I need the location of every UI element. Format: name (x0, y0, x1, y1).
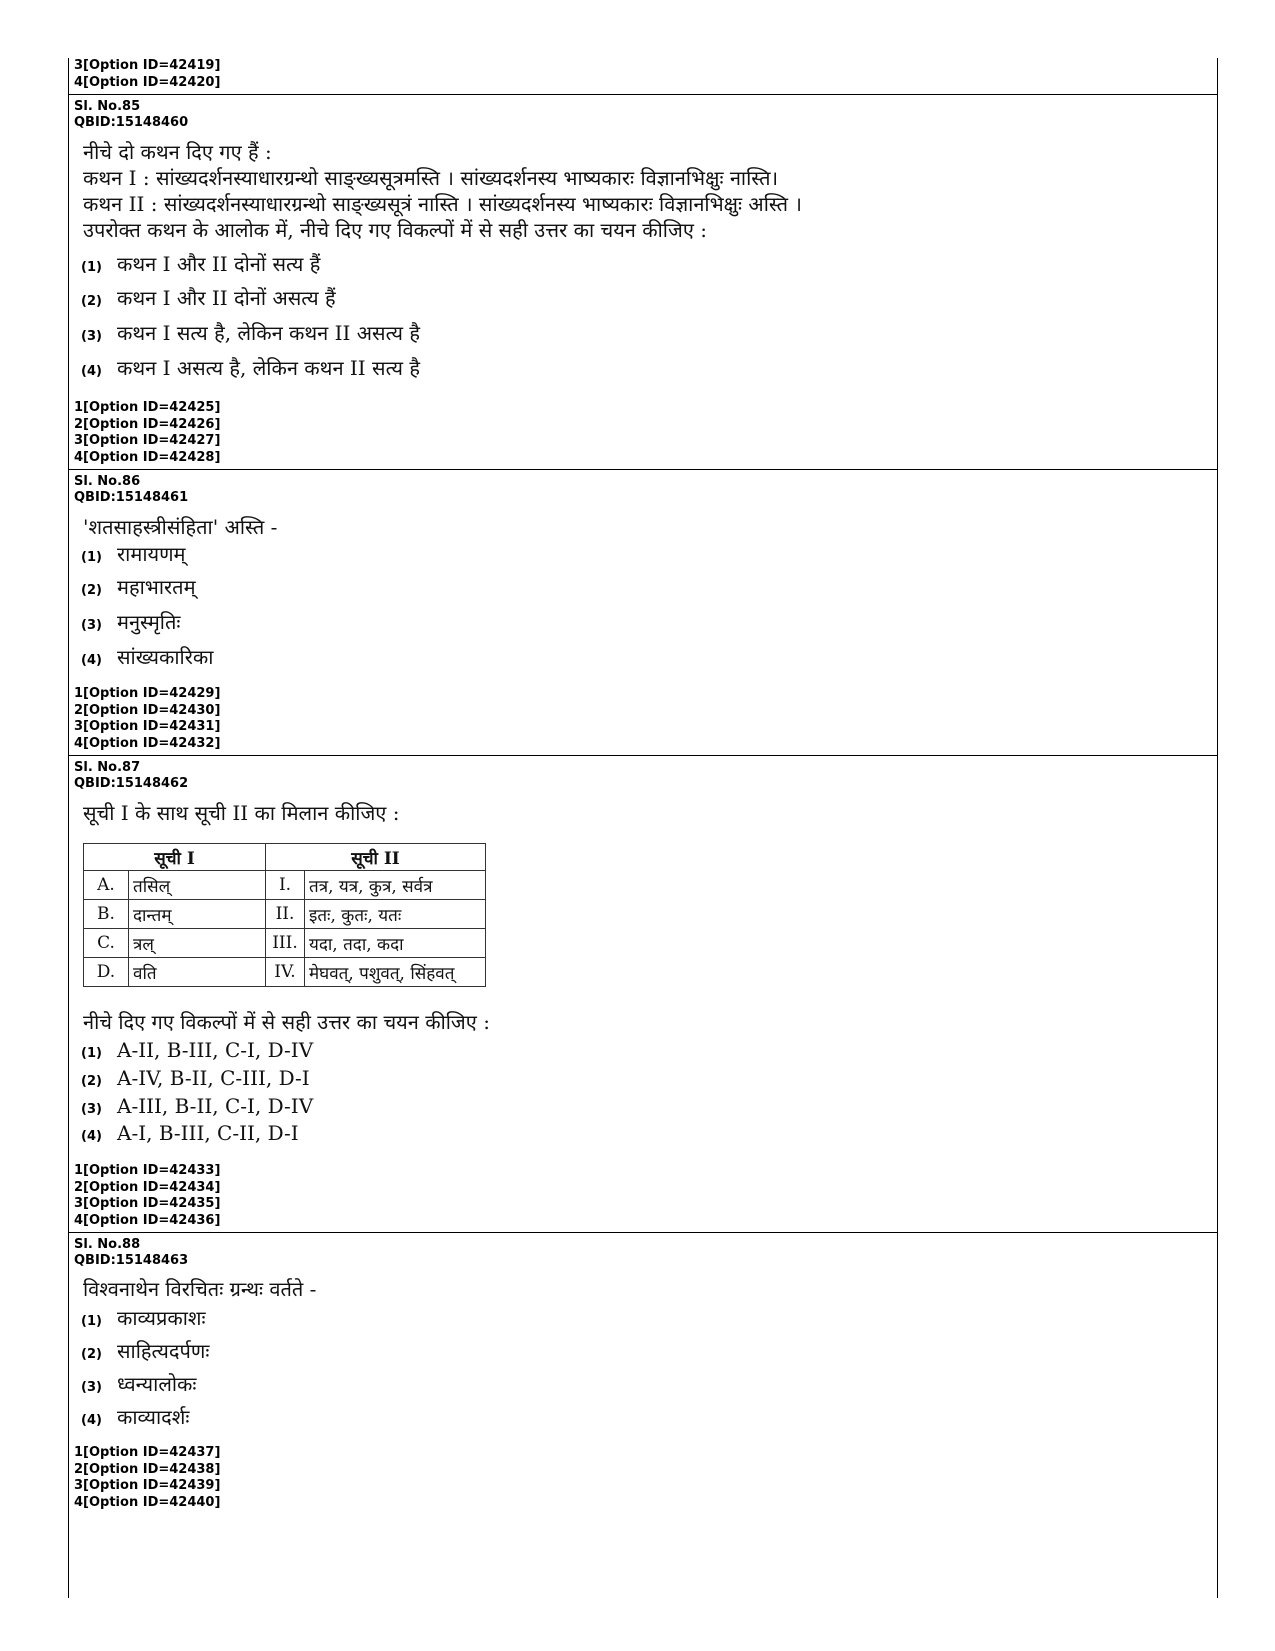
table-row (84, 958, 486, 987)
option-id: 4[Option ID=42436] (74, 1212, 221, 1228)
option-id: 4[Option ID=42440] (74, 1494, 221, 1510)
option-id: 3[Option ID=42427] (74, 433, 221, 448)
option-id: 2[Option ID=42434] (74, 1179, 221, 1195)
list-2-item: तत्र, यत्र, कुत्र, सर्वत्र (305, 871, 486, 900)
question-header (74, 99, 188, 131)
table-row (84, 929, 486, 958)
answer-option (81, 1304, 206, 1331)
list-1-item: दान्तम् (129, 900, 266, 929)
option-id: 3[Option ID=42439] (74, 1478, 221, 1493)
answer-option (81, 1337, 209, 1364)
option-id-list (74, 1445, 220, 1511)
option-number: (3) (81, 329, 102, 344)
option-text: कथन I और II दोनों सत्य हैं (117, 252, 321, 276)
question-line: सूची I के साथ सूची II का मिलान कीजिए : (83, 801, 400, 825)
question-header (74, 1237, 188, 1269)
qbid: QBID:15148462 (74, 776, 189, 791)
option-text: ध्वन्यालोकः (117, 1372, 197, 1396)
answer-option (81, 1121, 299, 1145)
option-id: 1[Option ID=42437] (74, 1445, 221, 1460)
option-text: A-IV, B-II, C-III, D-I (117, 1066, 310, 1090)
question-line: कथन II : सांख्यदर्शनस्याधारग्रन्थो साङ्ख्यसूत्रं नास्ति । सांख्यदर्शनस्य भाष्यकारः विज्ञानभिक्षुः अस्ति । (83, 192, 802, 216)
list-1-item: त्रल् (129, 929, 266, 958)
option-number: (1) (81, 1314, 102, 1329)
answer-option (81, 319, 420, 346)
option-id-list (74, 686, 220, 752)
option-text: कथन I असत्य है, लेकिन कथन II सत्य है (117, 356, 420, 380)
question-line: नीचे दो कथन दिए गए हैं : (83, 140, 272, 164)
list-1-key: C. (84, 929, 129, 958)
option-text: कथन I सत्य है, लेकिन कथन II असत्य है (117, 321, 420, 345)
answer-option (81, 250, 320, 277)
option-number: (2) (81, 294, 102, 309)
answer-option (81, 608, 180, 635)
option-id: 3[Option ID=42419] (74, 58, 221, 73)
option-number: (1) (81, 260, 102, 275)
list-1-item: वति (129, 958, 266, 987)
option-id: 1[Option ID=42429] (74, 686, 221, 701)
option-id: 1[Option ID=42433] (74, 1163, 221, 1178)
option-id: 1[Option ID=42425] (74, 400, 221, 415)
option-text: महाभारतम् (117, 575, 196, 599)
list-1-key: A. (84, 871, 129, 900)
option-text: साहित्यदर्पणः (117, 1339, 210, 1363)
option-id: 4[Option ID=42420] (74, 74, 221, 90)
question-header (74, 760, 188, 792)
question-line: उपरोक्त कथन के आलोक में, नीचे दिए गए विकल्पों में से सही उत्तर का चयन कीजिए : (83, 218, 707, 242)
question-line: कथन I : सांख्यदर्शनस्याधारग्रन्थो साङ्ख्यसूत्रमस्ति । सांख्यदर्शनस्य भाष्यकारः विज्ञानभिक्षुः नास्ति। (83, 166, 779, 190)
qbid: QBID:15148463 (74, 1253, 189, 1268)
option-id: 3[Option ID=42435] (74, 1196, 221, 1211)
question-divider (69, 1232, 1217, 1233)
option-number: (3) (81, 1380, 102, 1395)
option-number: (3) (81, 1102, 102, 1117)
question-header (74, 474, 188, 506)
option-text: कथन I और II दोनों असत्य हैं (117, 286, 336, 310)
option-number: (3) (81, 618, 102, 633)
question-divider (69, 94, 1217, 95)
option-number: (2) (81, 1074, 102, 1089)
list-2-item: इतः, कुतः, यतः (305, 900, 486, 929)
option-text: A-III, B-II, C-I, D-IV (117, 1094, 314, 1118)
answer-option (81, 354, 420, 381)
option-number: (4) (81, 1413, 102, 1428)
option-number: (4) (81, 1129, 102, 1144)
option-text: काव्यप्रकाशः (117, 1306, 206, 1330)
serial-number: Sl. No.85 (74, 99, 141, 114)
answer-option (81, 1066, 310, 1090)
list-1-key: B. (84, 900, 129, 929)
list-1-key: D. (84, 958, 129, 987)
question-line: विश्वनाथेन विरचितः ग्रन्थः वर्तते - (83, 1277, 317, 1301)
answer-option (81, 540, 186, 567)
serial-number: Sl. No.87 (74, 760, 141, 775)
serial-number: Sl. No.88 (74, 1237, 141, 1252)
answer-option (81, 643, 213, 670)
option-id: 2[Option ID=42430] (74, 702, 221, 718)
question-paper-page (68, 58, 1218, 1598)
option-number: (1) (81, 1046, 102, 1061)
option-id-list (74, 58, 220, 91)
question-divider (69, 755, 1217, 756)
answer-option (81, 573, 196, 600)
list-2-key: IV. (266, 958, 305, 987)
option-text: मनुस्मृतिः (117, 610, 181, 634)
option-number: (1) (81, 550, 102, 565)
option-number: (4) (81, 364, 102, 379)
answer-option (81, 1038, 313, 1062)
question-divider (69, 469, 1217, 470)
list-2-item: यदा, तदा, कदा (305, 929, 486, 958)
option-id-list (74, 400, 220, 466)
list-2-key: II. (266, 900, 305, 929)
option-text: A-II, B-III, C-I, D-IV (117, 1038, 314, 1062)
option-number: (4) (81, 653, 102, 668)
option-text: काव्यादर्शः (117, 1405, 190, 1429)
list-2-heading: सूची II (266, 844, 486, 871)
matching-table (83, 843, 486, 987)
option-number: (2) (81, 1347, 102, 1362)
serial-number: Sl. No.86 (74, 474, 141, 489)
list-2-key: III. (266, 929, 305, 958)
table-row (84, 900, 486, 929)
list-1-heading: सूची I (84, 844, 266, 871)
qbid: QBID:15148461 (74, 490, 189, 505)
option-id: 2[Option ID=42426] (74, 416, 221, 432)
option-id: 3[Option ID=42431] (74, 719, 221, 734)
option-text: A-I, B-III, C-II, D-I (117, 1121, 299, 1145)
option-number: (2) (81, 583, 102, 598)
answer-option (81, 1370, 196, 1397)
list-2-key: I. (266, 871, 305, 900)
list-2-item: मेघवत्, पशुवत्, सिंहवत् (305, 958, 486, 987)
table-row (84, 871, 486, 900)
answer-option (81, 1403, 189, 1430)
answer-option (81, 1094, 313, 1118)
list-1-item: तसिल् (129, 871, 266, 900)
qbid: QBID:15148460 (74, 115, 189, 130)
option-id: 4[Option ID=42428] (74, 449, 221, 465)
question-line: नीचे दिए गए विकल्पों में से सही उत्तर का चयन कीजिए : (83, 1010, 490, 1034)
option-text: सांख्यकारिका (117, 645, 214, 669)
option-id: 2[Option ID=42438] (74, 1461, 221, 1477)
option-id: 4[Option ID=42432] (74, 735, 221, 751)
answer-option (81, 284, 336, 311)
option-id-list (74, 1163, 220, 1229)
option-text: रामायणम् (117, 542, 186, 566)
question-line: 'शतसाहस्त्रीसंहिता' अस्ति - (83, 515, 278, 539)
